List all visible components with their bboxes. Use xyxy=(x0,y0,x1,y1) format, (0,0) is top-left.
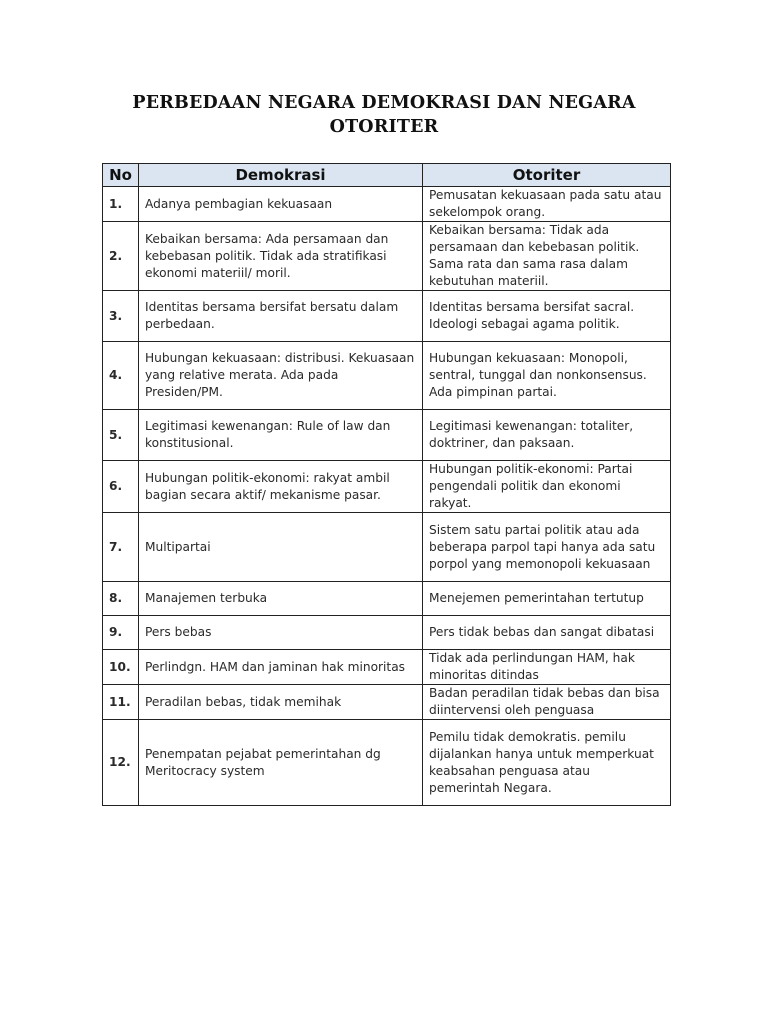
otoriter-cell: Legitimasi kewenangan: totaliter, doktriner, dan paksaan. xyxy=(423,410,671,461)
row-number: 8. xyxy=(103,582,139,616)
row-number: 4. xyxy=(103,342,139,410)
demokrasi-cell: Hubungan kekuasaan: distribusi. Kekuasaan yang relative merata. Ada pada Presiden/PM. xyxy=(139,342,423,410)
table-header-row xyxy=(103,164,671,187)
otoriter-cell: Kebaikan bersama: Tidak ada persamaan dan kebebasan politik. Sama rata dan sama rasa dalam kebutuhan materiil. xyxy=(423,222,671,291)
otoriter-cell: Identitas bersama bersifat sacral. Ideologi sebagai agama politik. xyxy=(423,291,671,342)
demokrasi-cell: Manajemen terbuka xyxy=(139,582,423,616)
table-row xyxy=(103,222,671,291)
comparison-table xyxy=(102,163,671,806)
otoriter-cell: Hubungan kekuasaan: Monopoli, sentral, tunggal dan nonkonsensus. Ada pimpinan partai. xyxy=(423,342,671,410)
row-number: 11. xyxy=(103,685,139,720)
otoriter-cell: Pemusatan kekuasaan pada satu atau sekelompok orang. xyxy=(423,187,671,222)
table-row xyxy=(103,513,671,582)
otoriter-cell: Menejemen pemerintahan tertutup xyxy=(423,582,671,616)
otoriter-cell: Hubungan politik-ekonomi: Partai pengendali politik dan ekonomi rakyat. xyxy=(423,461,671,513)
otoriter-cell: Tidak ada perlindungan HAM, hak minoritas ditindas xyxy=(423,650,671,685)
row-number: 12. xyxy=(103,720,139,806)
otoriter-cell: Badan peradilan tidak bebas dan bisa diintervensi oleh penguasa xyxy=(423,685,671,720)
header-otoriter: Otoriter xyxy=(423,164,671,187)
otoriter-cell: Pemilu tidak demokratis. pemilu dijalankan hanya untuk memperkuat keabsahan penguasa atau pemerintah Negara. xyxy=(423,720,671,806)
row-number: 9. xyxy=(103,616,139,650)
table-row xyxy=(103,187,671,222)
row-number: 2. xyxy=(103,222,139,291)
row-number: 3. xyxy=(103,291,139,342)
demokrasi-cell: Identitas bersama bersifat bersatu dalam perbedaan. xyxy=(139,291,423,342)
document-title: PERBEDAAN NEGARA DEMOKRASI DAN NEGARA OTORITER xyxy=(132,93,636,137)
table-row xyxy=(103,650,671,685)
demokrasi-cell: Pers bebas xyxy=(139,616,423,650)
header-no: No xyxy=(103,164,139,187)
row-number: 10. xyxy=(103,650,139,685)
demokrasi-cell: Peradilan bebas, tidak memihak xyxy=(139,685,423,720)
demokrasi-cell: Kebaikan bersama: Ada persamaan dan kebebasan politik. Tidak ada stratifikasi ekonomi materiil/ moril. xyxy=(139,222,423,291)
demokrasi-cell: Perlindgn. HAM dan jaminan hak minoritas xyxy=(139,650,423,685)
table-row xyxy=(103,720,671,806)
otoriter-cell: Pers tidak bebas dan sangat dibatasi xyxy=(423,616,671,650)
table-row xyxy=(103,461,671,513)
row-number: 5. xyxy=(103,410,139,461)
demokrasi-cell: Adanya pembagian kekuasaan xyxy=(139,187,423,222)
header-demokrasi: Demokrasi xyxy=(139,164,423,187)
table-row xyxy=(103,616,671,650)
demokrasi-cell: Hubungan politik-ekonomi: rakyat ambil bagian secara aktif/ mekanisme pasar. xyxy=(139,461,423,513)
table-row xyxy=(103,342,671,410)
row-number: 6. xyxy=(103,461,139,513)
table-row xyxy=(103,582,671,616)
demokrasi-cell: Penempatan pejabat pemerintahan dg Meritocracy system xyxy=(139,720,423,806)
otoriter-cell: Sistem satu partai politik atau ada beberapa parpol tapi hanya ada satu porpol yang memonopoli kekuasaan xyxy=(423,513,671,582)
demokrasi-cell: Legitimasi kewenangan: Rule of law dan konstitusional. xyxy=(139,410,423,461)
table-row xyxy=(103,685,671,720)
demokrasi-cell: Multipartai xyxy=(139,513,423,582)
row-number: 7. xyxy=(103,513,139,582)
row-number: 1. xyxy=(103,187,139,222)
table-row xyxy=(103,410,671,461)
table-row xyxy=(103,291,671,342)
